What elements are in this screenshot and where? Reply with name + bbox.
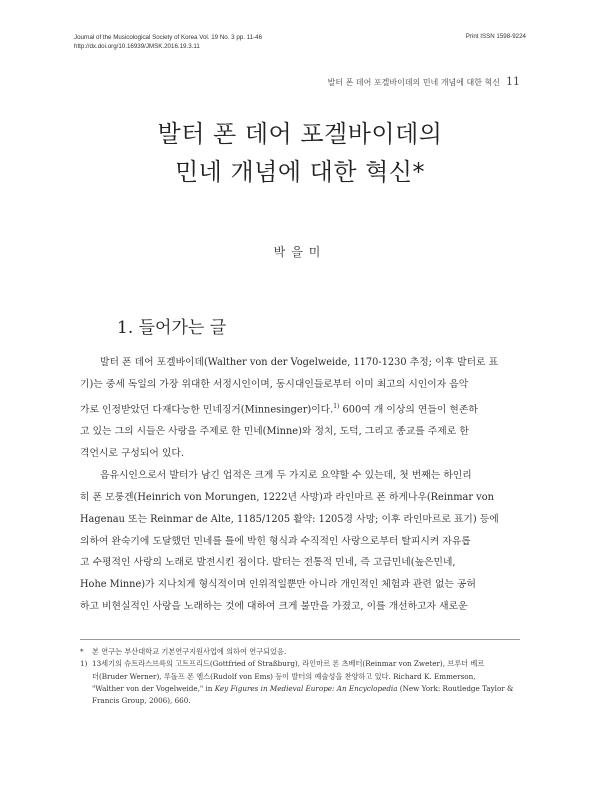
footnote-star	[80, 646, 522, 658]
footnote-1-line-4: Francis Group, 2006), 660.	[92, 696, 191, 706]
issn: Print ISSN 1598-9224	[465, 33, 526, 40]
paragraph-1-line-2: 기)는 중세 독일의 가장 위대한 서정시인이며, 동시대인들로부터 이미 최고의 시인이자 음악	[80, 378, 469, 390]
article-title	[0, 115, 600, 191]
footnote-star-mark: *	[80, 647, 84, 656]
paragraph-2-line-1: 음유시인으로서 발터가 남긴 업적은 크게 두 가지로 요약할 수 있는데, 첫 번째는 하인리	[100, 469, 472, 481]
paragraph-1-line-3-tail: 600여 개 이상의 연들이 현존하	[339, 404, 478, 416]
footnote-1-line-1: 13세기의 슈트라스브륵의 고트프리드(Gottfried of Straßburg), 라인마르 폰 츠베터(Reinmar von Zweter), 브루더 베르	[92, 659, 485, 669]
doi-link[interactable]: http://dx.doi.org/10.16939/JMSK.2016.19.3.11	[74, 43, 200, 50]
paragraph-2-line-7: 하고 비현실적인 사랑을 노래하는 것에 대하여 크게 불만을 가졌고, 이를 개선하고자 새로운	[80, 601, 468, 613]
footnote-ref-1[interactable]: 1)	[333, 402, 340, 410]
body-text	[80, 352, 522, 618]
paragraph-1-line-3-text: 가로 인정받았던 다재다능한 민네징거(Minnesinger)이다.	[80, 404, 334, 416]
footnotes	[80, 646, 522, 707]
section-heading: 1. 들어가는 글	[117, 318, 227, 338]
paragraph-2-line-5: 고 수평적인 사랑의 노래로 발전시킨 점이다. 발터는 전통적 민네, 즉 고급민네(높은민네,	[80, 557, 456, 569]
running-head	[328, 75, 520, 88]
paragraph-1-line-3	[80, 396, 522, 421]
paragraph-1-line-1: 발터 폰 데어 포겔바이데(Walther von der Vogelweide, 1170-1230 추정; 이후 발터로 표	[100, 357, 499, 368]
footnote-1-line-3	[92, 683, 522, 695]
footnote-1-line-3-tail: (New York: Routledge Taylor &	[397, 683, 514, 693]
book-title: Key Figures in Medieval Europe: An Encyclopedia	[214, 683, 398, 693]
journal-header	[74, 33, 262, 51]
running-head-title: 발터 폰 데어 포겔바이데의 민네 개념에 대한 혁신	[327, 78, 500, 87]
title-line-2: 민네 개념에 대한 혁신*	[174, 158, 426, 186]
footnote-1	[80, 658, 522, 707]
paragraph-2-line-4: 의하여 완숙기에 도달했던 민네를 틀에 박힌 형식과 수직적인 사랑으로부터 탈피시켜 자유롭	[80, 535, 471, 547]
paragraph-2-line-2: 히 폰 모룽겐(Heinrich von Morungen, 1222년 사망)과 라인마르 폰 하게나우(Reinmar von	[80, 491, 494, 503]
footnote-1-line-2: 더(Bruder Werner), 루돌프 폰 엠스(Rudolf von Ems) 등이 발터의 예술성을 찬양하고 있다. Richard K. Emmerson,	[92, 671, 476, 681]
paragraph-2-line-3: Hagenau 또는 Reinmar de Alte, 1185/1205 활약: 1205경 사망; 이후 라인마르로 표기) 등에	[80, 513, 499, 525]
footnote-divider	[80, 639, 520, 640]
paragraph-2-line-6: Hohe Minne)가 지나치게 형식적이며 인위적일뿐만 아니라 개인적인 체험과 관련 없는 공허	[80, 579, 476, 591]
journal-citation: Journal of the Musicological Society of Korea Vol. 19 No. 3 pp. 11-46	[74, 34, 263, 41]
footnote-1-mark: 1)	[80, 659, 88, 669]
paragraph-1-line-4: 고 있는 그의 시들은 사랑을 주제로 한 민네(Minne)와 정치, 도덕, 그리고 종교를 주제로 한	[80, 425, 469, 437]
author-name: 박을미	[273, 245, 327, 259]
footnote-star-text: 본 연구는 부산대학교 기본연구지원사업에 의하여 연구되었음.	[92, 647, 287, 656]
paragraph-1-line-5: 격언시로 구성되어 있다.	[80, 447, 184, 459]
title-line-1: 발터 폰 데어 포겔바이데의	[157, 120, 443, 148]
page-number: 11	[506, 75, 520, 88]
footnote-1-line-3-text: "Walther von der Vogelweide," in	[92, 683, 215, 693]
